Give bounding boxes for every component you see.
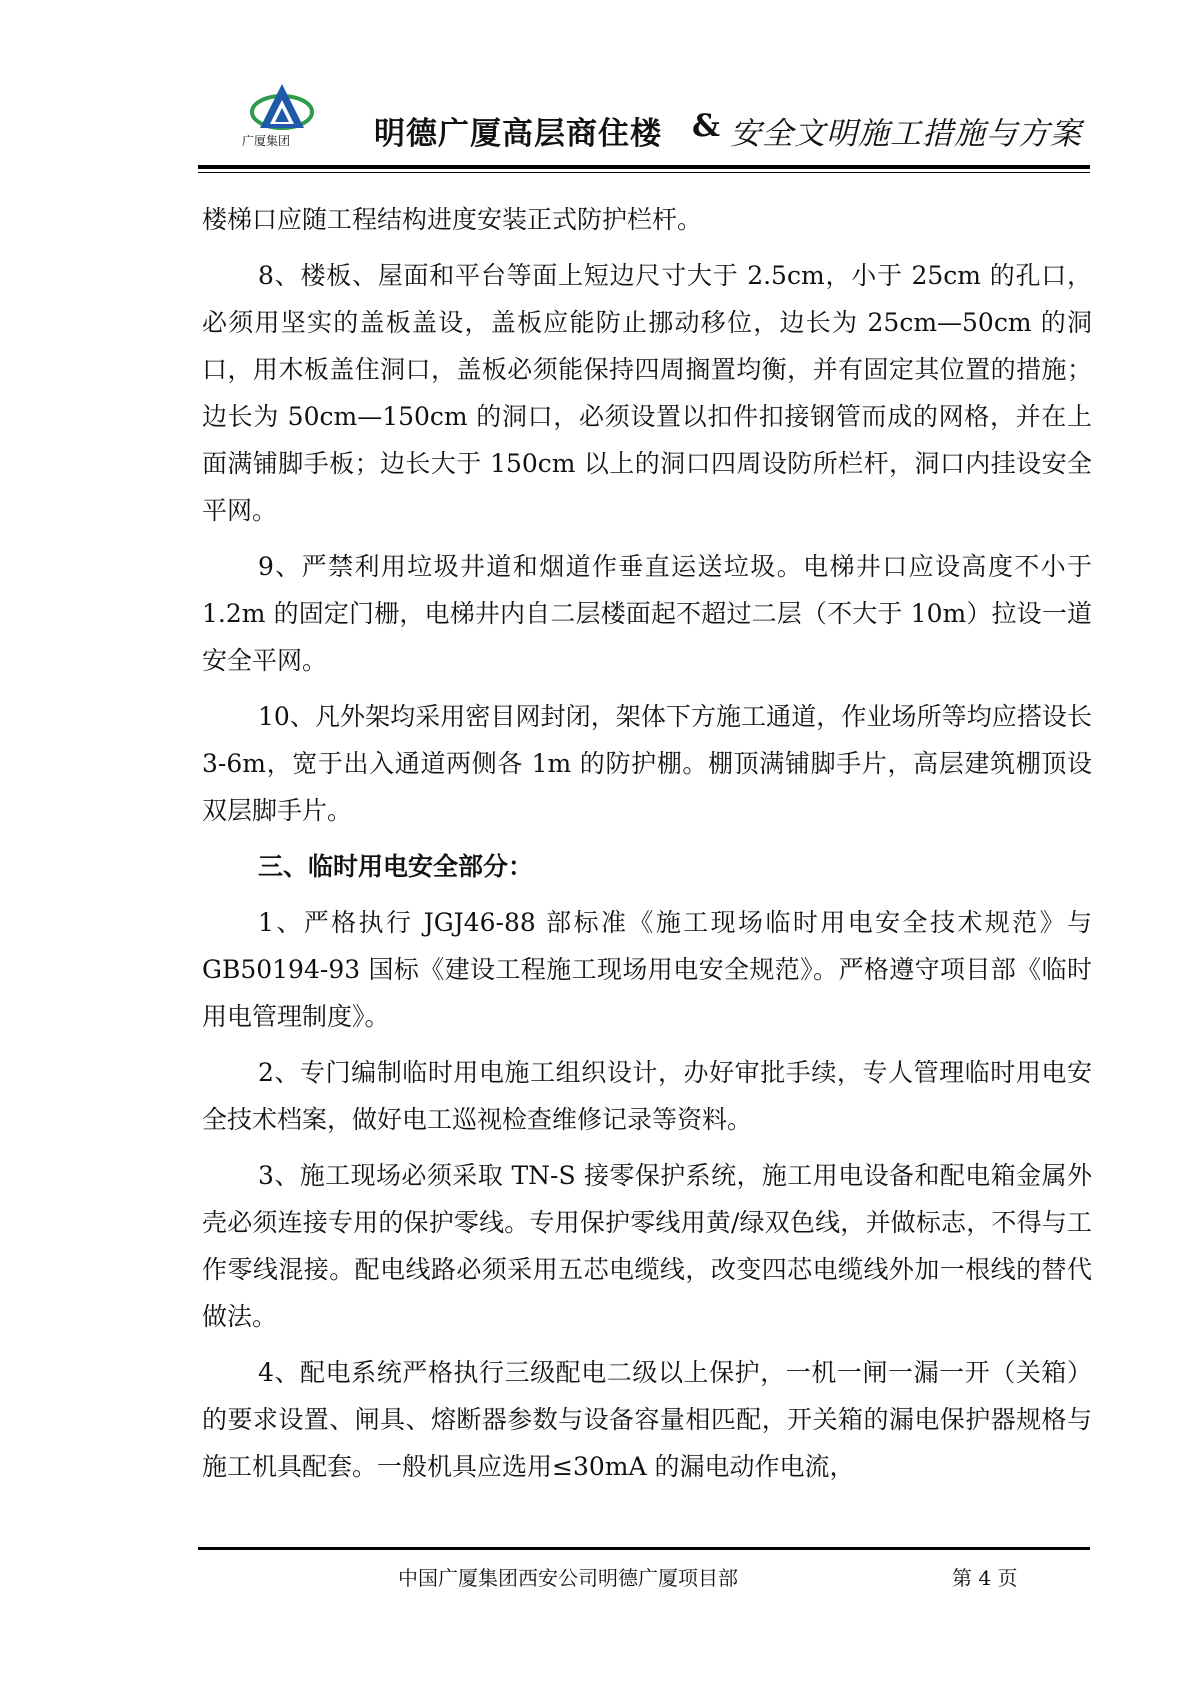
paragraph: 4、配电系统严格执行三级配电二级以上保护，一机一闸一漏一开（关箱）的要求设置、闸具、熔断器参数与设备容量相匹配，开关箱的漏电保护器规格与施工机具配套。一般机具应选用≤30mA 的漏电动作电流， [202,1358,1092,1481]
header-subtitle: 安全文明施工措施与方案 [730,116,1082,152]
header-separator: & [692,108,720,144]
paragraph: 9、严禁利用垃圾井道和烟道作垂直运送垃圾。电梯井口应设高度不小于 1.2m 的固定门栅，电梯井内自二层楼面起不超过二层（不大于 10m）拉设一道安全平网。 [202,552,1092,675]
paragraph: 1、严格执行 JGJ46-88 部标准《施工现场临时用电安全技术规范》与 GB50194-93 国标《建设工程施工现场用电安全规范》。严格遵守项目部《临时用电管理制度》。 [202,908,1092,1031]
header-rule-thick [198,165,1090,169]
footer-rule [198,1547,1090,1550]
footer-organization: 中国广厦集团西安公司明德广厦项目部 [398,1566,738,1590]
paragraph: 10、凡外架均采用密目网封闭，架体下方施工通道，作业场所等均应搭设长 3-6m，宽于出入通道两侧各 1m 的防护棚。棚顶满铺脚手片，高层建筑棚顶设双层脚手片。 [202,702,1092,825]
paragraph: 8、楼板、屋面和平台等面上短边尺寸大于 2.5cm，小于 25cm 的孔口，必须用坚实的盖板盖设，盖板应能防止挪动移位，边长为 25cm—50cm 的洞口，用木板盖住洞口，盖板必须能保持四周搁置均衡，并有固定其位置的措施；边长为 50cm—150cm 的洞口，必须设置以扣件扣接钢管而成的网格，并在上面满铺脚手板；边长大于 150cm 以上的洞口四周设防所栏杆，洞口内挂设安全平网。 [202,261,1092,525]
section-heading: 三、临时用电安全部分： [258,852,534,881]
logo-text: 广厦集团 [242,134,291,148]
paragraph: 楼梯口应随工程结构进度安装正式防护栏杆。 [202,205,703,234]
header-title: 明德广厦高层商住楼 [374,116,662,152]
document-body [202,196,1092,1499]
page-number: 第 4 页 [952,1566,1018,1590]
paragraph: 3、施工现场必须采取 TN-S 接零保护系统，施工用电设备和配电箱金属外壳必须连接专用的保护零线。专用保护零线用黄/绿双色线，并做标志，不得与工作零线混接。配电线路必须采用五芯电缆线，改变四芯电缆线外加一根线的替代做法。 [202,1161,1092,1331]
header-rule-thin [198,172,1090,173]
page-header [198,82,1090,172]
paragraph: 2、专门编制临时用电施工组织设计，办好审批手续，专人管理临时用电安全技术档案，做好电工巡视检查维修记录等资料。 [202,1058,1092,1134]
